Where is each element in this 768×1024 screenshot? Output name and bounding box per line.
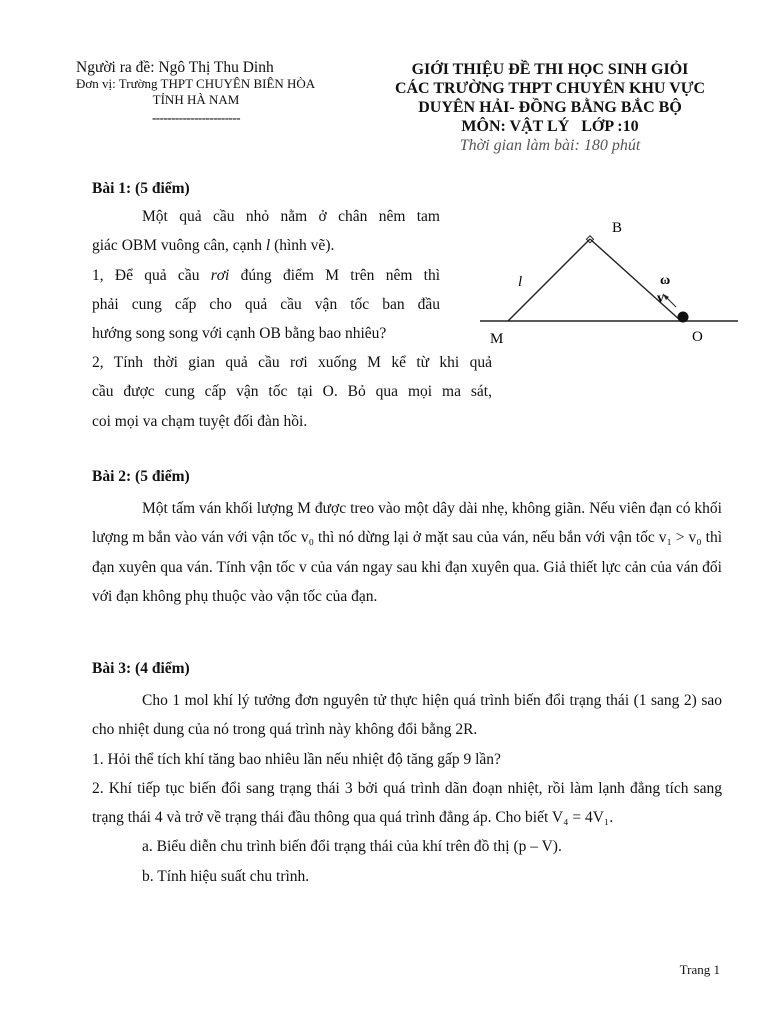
author-line [76,60,316,76]
bai2-text: Một tấm ván khối lượng M được treo vào một dây dài nhẹ, không giãn. Nếu viên đạn có khối lượng m bắn vào ván với vận tốc v₀ thì nó dừng lại ở mặt sau của ván, nếu bắn với vận tốc v₁ > v₀ thì đạn xuyên qua ván. Tính vận tốc v của ván ngay sau khi đạn xuyên qua. Giả thiết lực cản của ván đối với đạn không phụ thuộc vào vận tốc của đạn. [92,500,722,605]
label-M: M [490,331,504,347]
title-line-1: GIỚI THIỆU ĐỀ THI HỌC SINH GIỎI [411,61,689,78]
bai1-line-3a: 1, Để quả cầu [92,266,200,284]
bai2-title: Bài 2: (5 điểm) [92,468,190,485]
unit-label: Đơn vị: [76,76,116,91]
bai1-line-2b: (hình vẽ). [274,237,335,255]
author-name: Ngô Thị Thu Dinh [158,59,274,76]
bai3-intro: Cho 1 mol khí lý tưởng đơn nguyên tử thực hiện quá trình biến đổi trạng thái (1 sang 2) sao cho nhiệt dung của nó trong quá trình này không đổi bằng 2R. [92,692,722,739]
bai1-side-l: l [265,237,271,255]
bai1-line-3b: đúng điểm M trên nêm thì [240,266,441,284]
bai3-q2: 2. Khí tiếp tục biến đổi sang trạng thái 3 bởi quá trình dãn đoạn nhiệt, rồi làm lạnh đẳng tích sang trạng thái 4 và trở về trạng thái đầu thông qua quá trình đẳng áp. Cho biết V₄ = 4V₁. [92,779,722,827]
label-B: B [612,220,623,236]
page-number: Trang 1 [679,962,720,977]
author-block [76,60,316,126]
bai1-line-8: coi mọi va chạm tuyệt đối đàn hồi. [92,412,308,430]
subject-line: MÔN: VẬT LÝ LỚP :10 [461,118,639,135]
bai3-qb: b. Tính hiệu suất chu trình. [142,867,310,885]
bai1-word-roi: rơi [210,266,230,284]
label-l: l [518,274,523,290]
bai1-line-5: hướng song song với cạnh OB bằng bao nhiêu? [92,325,387,343]
time-line: Thời gian làm bài: 180 phút [459,137,641,154]
bai3-title: Bài 3: (4 điểm) [92,660,190,677]
unit-line [76,76,316,92]
bai1-text-full [92,348,492,436]
label-arrow-top: ω [660,273,671,288]
label-O: O [692,329,703,345]
bai1-line-7: cầu được cung cấp vận tốc tại O. Bỏ qua mọi ma sát, [92,383,492,401]
unit-name-2: TỈNH HÀ NAM [152,92,240,107]
title-line-3: DUYÊN HẢI- ĐỒNG BẰNG BẮC BỘ [418,99,682,116]
bai1-text-left [92,202,440,348]
unit-name-1: Trường THPT CHUYÊN BIÊN HÒA [118,76,316,91]
ball [678,312,689,323]
bai1-line-1: Một quả cầu nhỏ nằm ở chân nêm tam [142,208,440,225]
bai1-line-4: phải cung cấp cho quả cầu vận tốc ban đầu [92,295,440,313]
title-line-2: CÁC TRƯỜNG THPT CHUYÊN KHU VỰC [394,80,706,97]
bai1-title: Bài 1: (5 điểm) [92,180,190,197]
bai1-line-2 [92,231,440,260]
bai1-line-3 [92,261,440,290]
exam-title-block [360,60,740,155]
bai3-body [92,686,722,891]
label-v: v [657,291,664,306]
author-label: Người ra đề: [76,59,155,76]
bai3-q1: 1. Hỏi thể tích khí tăng bao nhiêu lần nếu nhiệt độ tăng gấp 9 lần? [92,750,501,768]
separator-dashes: ----------------------- [151,110,241,125]
bai1-line-2a: giác OBM vuông cân, cạnh [92,237,263,255]
bai3-qa: a. Biểu diễn chu trình biến đổi trạng thái của khí trên đồ thị (p – V). [142,838,562,856]
wedge-figure [480,210,750,350]
bai1-line-6: 2, Tính thời gian quả cầu rơi xuống M kể từ khi quả [92,354,492,371]
